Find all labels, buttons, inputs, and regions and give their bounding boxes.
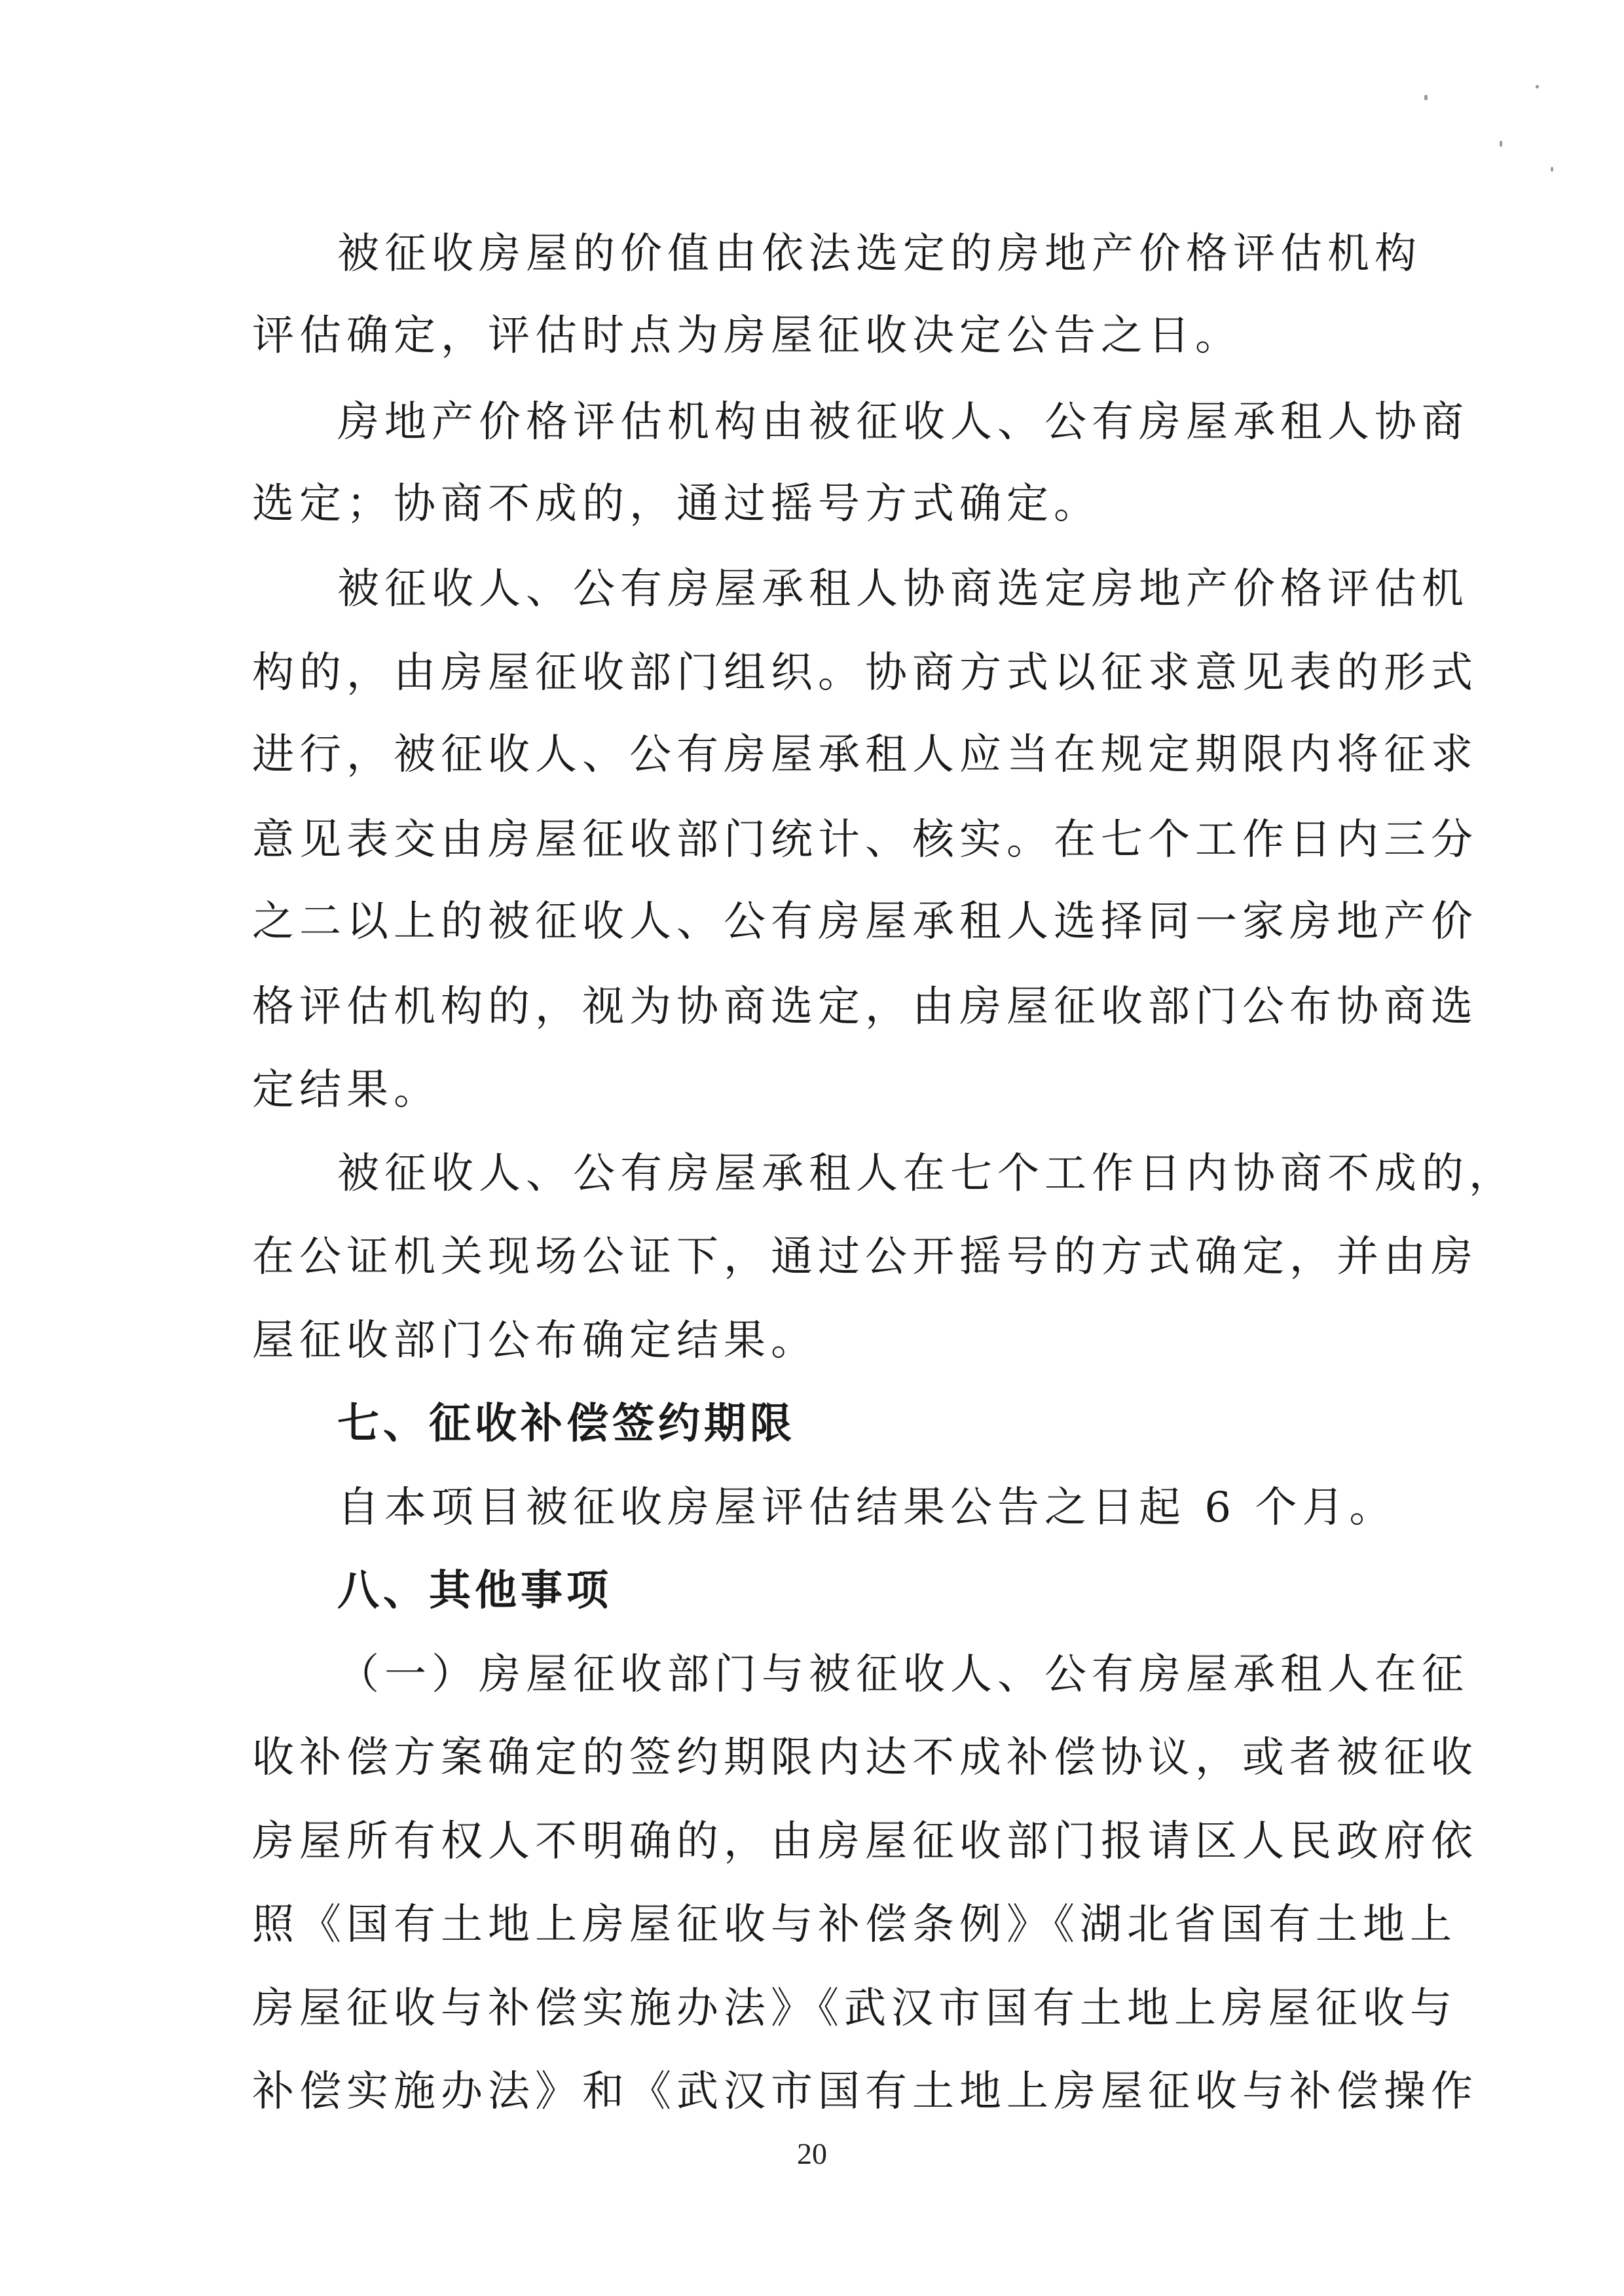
body-line: 进行，被征收人、公有房屋承租人应当在规定期限内将征求 [252, 731, 1478, 779]
section-heading: 七、征收补偿签约期限 [337, 1400, 796, 1448]
body-line: 照《国有土地上房屋征收与补偿条例》《湖北省国有土地上 [252, 1901, 1457, 1949]
body-line: 之二以上的被征收人、公有房屋承租人选择同一家房地产价 [252, 898, 1478, 946]
body-line: 格评估机构的，视为协商选定，由房屋征收部门公布协商选 [252, 983, 1478, 1031]
body-line: 评估确定，评估时点为房屋征收决定公告之日。 [252, 312, 1242, 360]
section-heading: 八、其他事项 [337, 1567, 612, 1615]
scan-speck [1500, 141, 1502, 147]
body-line: 房屋所有权人不明确的，由房屋征收部门报请区人民政府依 [252, 1817, 1478, 1866]
body-line: 被征收人、公有房屋承租人协商选定房地产价格评估机 [337, 565, 1469, 613]
body-line: 自本项目被征收房屋评估结果公告之日起 6 个月。 [337, 1484, 1397, 1532]
page-number: 20 [797, 2137, 827, 2170]
body-line: 定结果。 [252, 1066, 441, 1114]
body-line: 被征收人、公有房屋承租人在七个工作日内协商不成的， [337, 1150, 1516, 1198]
body-line: 构的，由房屋征收部门组织。协商方式以征求意见表的形式 [252, 649, 1478, 697]
body-line: 意见表交由房屋征收部门统计、核实。在七个工作日内三分 [252, 816, 1478, 864]
body-line: （一）房屋征收部门与被征收人、公有房屋承租人在征 [337, 1650, 1469, 1699]
scan-speck [1551, 167, 1553, 172]
body-line: 房地产价格评估机构由被征收人、公有房屋承租人协商 [337, 398, 1469, 446]
scan-speck [1424, 95, 1428, 100]
body-line: 在公证机关现场公证下，通过公开摇号的方式确定，并由房 [252, 1233, 1478, 1281]
body-line: 被征收房屋的价值由依法选定的房地产价格评估机构 [337, 230, 1422, 278]
body-line: 收补偿方案确定的签约期限内达不成补偿协议，或者被征收 [252, 1734, 1478, 1782]
body-line: 屋征收部门公布确定结果。 [252, 1317, 818, 1365]
body-line: 补偿实施办法》和《武汉市国有土地上房屋征收与补偿操作 [252, 2068, 1478, 2116]
body-line: 房屋征收与补偿实施办法》《武汉市国有土地上房屋征收与 [252, 1984, 1457, 2033]
body-line: 选定；协商不成的，通过摇号方式确定。 [252, 480, 1101, 528]
scan-speck [1536, 85, 1539, 88]
